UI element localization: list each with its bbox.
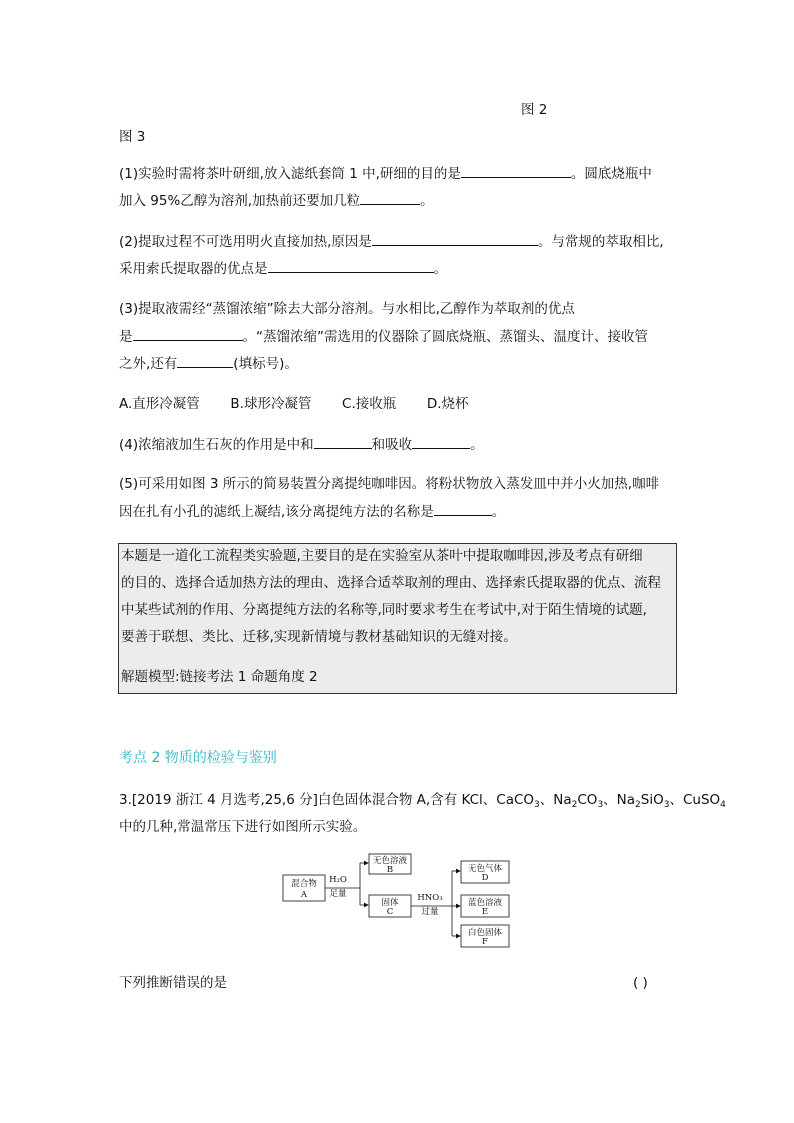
reagent-nitric-acid: HNO₃ [417, 893, 443, 903]
question-2-text: 。 [433, 261, 447, 277]
flow-diagram [280, 853, 520, 953]
stem-text: SiO [640, 792, 664, 808]
question-5-line-2 [119, 501, 505, 522]
question-1-line-1 [119, 163, 652, 184]
question-1-text: 加入 95%乙醇为溶剂,加热前还要加几粒 [119, 193, 361, 209]
options-row [119, 394, 469, 414]
solution-b-id: B [386, 865, 394, 875]
analysis-box [118, 543, 677, 694]
solid-f-name: 白色固体 [467, 928, 503, 938]
answer-blank[interactable] [372, 231, 538, 246]
question-2-text: 。与常规的萃取相比, [537, 234, 664, 250]
question-5-text: 。 [491, 504, 506, 520]
question-3-text: (填标号)。 [233, 356, 298, 372]
solid-f-id: F [482, 937, 488, 947]
answer-parentheses[interactable]: ( ) [633, 975, 648, 991]
subscript: 4 [720, 800, 726, 810]
reagent-water: H₂O [329, 875, 347, 885]
subscript: 3 [663, 800, 670, 810]
question-3-stem-line-2: 中的几种,常温常压下进行如图所示实验。 [119, 819, 367, 835]
option-b: B.球形冷凝管 [230, 396, 312, 412]
question-3-text: 。“蒸馏浓缩”需选用的仪器除了圆底烧瓶、蒸馏头、温度计、接收管 [242, 329, 648, 345]
answer-blank[interactable] [268, 258, 434, 273]
question-5-line-1 [119, 474, 659, 494]
option-a: A.直形冷凝管 [119, 396, 200, 412]
answer-blank[interactable] [314, 434, 372, 449]
solid-c-id: C [386, 907, 394, 917]
question-3-text: 之外,还有 [119, 356, 178, 372]
question-4-text: 和吸收 [371, 437, 413, 453]
answer-blank[interactable] [461, 163, 571, 178]
gas-d-id: D [481, 873, 489, 883]
subscript: 2 [635, 800, 641, 810]
answer-blank[interactable] [177, 353, 233, 368]
analysis-line: 的目的、选择合适加热方法的理由、选择合适萃取剂的理由、选择索氏提取器的优点、流程 [121, 575, 661, 591]
subscript: 3 [534, 800, 540, 810]
question-1-text: 。 [420, 193, 434, 209]
gas-d-name: 无色气体 [467, 864, 503, 874]
question-1-line-2 [119, 190, 434, 211]
stem-text: 、Na [539, 792, 572, 808]
reagent-water-amount: 足量 [329, 889, 347, 899]
answer-blank[interactable] [133, 326, 243, 341]
solution-e-id: E [481, 907, 489, 917]
solid-c-name: 固体 [381, 898, 399, 908]
analysis-line: 本题是一道化工流程类实验题,主要目的是在实验室从茶叶中提取咖啡因,涉及考点有研细 [121, 548, 643, 564]
question-3-text: 是 [119, 329, 133, 345]
question-3-text: (3)提取液需经“蒸馏浓缩”除去大部分溶剂。与水相比,乙醇作为萃取剂的优点 [119, 301, 575, 317]
question-5-text: 因在扎有小孔的滤纸上凝结,该分离提纯方法的名称是 [119, 504, 434, 520]
question-prompt: 下列推断错误的是 [119, 975, 227, 991]
option-c: C.接收瓶 [342, 396, 397, 412]
analysis-line: 要善于联想、类比、迁移,实现新情境与教材基础知识的无缝对接。 [121, 629, 517, 645]
analysis-line: 中某些试剂的作用、分离提纯方法的名称等,同时要求考生在考试中,对于陌生情境的试题, [121, 602, 647, 618]
stem-text: 、Na [603, 792, 636, 808]
solution-model: 解题模型:链接考法 1 命题角度 2 [121, 669, 318, 685]
reagent-nitric-acid-amount: 过量 [421, 907, 439, 917]
question-2-line-2 [119, 258, 447, 279]
question-2-text: 采用索氏提取器的优点是 [119, 261, 268, 277]
stem-text: 3.[2019 浙江 4 月选考,25,6 分]白色固体混合物 A,含有 KCl、CaCO [119, 792, 535, 808]
question-4-line [119, 434, 484, 455]
figure-3-caption: 图 3 [119, 129, 146, 145]
mixture-a-id: A [300, 890, 308, 900]
question-3-line-1 [119, 299, 575, 319]
stem-text: CO [577, 792, 598, 808]
solution-e-name: 蓝色溶液 [467, 898, 503, 908]
answer-blank[interactable] [412, 434, 470, 449]
question-3-stem-line-1 [119, 790, 726, 815]
stem-text: 、CuSO [669, 792, 721, 808]
subscript: 2 [571, 800, 578, 810]
solution-b-name: 无色溶液 [372, 856, 408, 866]
answer-blank[interactable] [434, 501, 492, 516]
subscript: 3 [597, 800, 604, 810]
question-1-text: 。圆底烧瓶中 [570, 166, 652, 182]
option-d: D.烧杯 [426, 396, 469, 412]
section-title: 考点 2 物质的检验与鉴别 [119, 750, 277, 766]
question-1-text: (1)实验时需将茶叶研细,放入滤纸套筒 1 中,研细的目的是 [119, 166, 461, 182]
figure-2-caption: 图 2 [521, 102, 548, 118]
question-2-text: (2)提取过程不可选用明火直接加热,原因是 [119, 234, 372, 250]
question-2-line-1 [119, 231, 664, 252]
question-4-text: (4)浓缩液加生石灰的作用是中和 [119, 437, 314, 453]
answer-blank[interactable] [360, 190, 420, 205]
question-4-text: 。 [470, 437, 484, 453]
question-3-line-3 [119, 353, 298, 374]
question-5-text: (5)可采用如图 3 所示的简易装置分离提纯咖啡因。将粉状物放入蒸发皿中并小火加热,咖啡 [119, 476, 660, 492]
mixture-a-name: 混合物 [291, 879, 317, 889]
question-3-line-2 [119, 326, 648, 347]
